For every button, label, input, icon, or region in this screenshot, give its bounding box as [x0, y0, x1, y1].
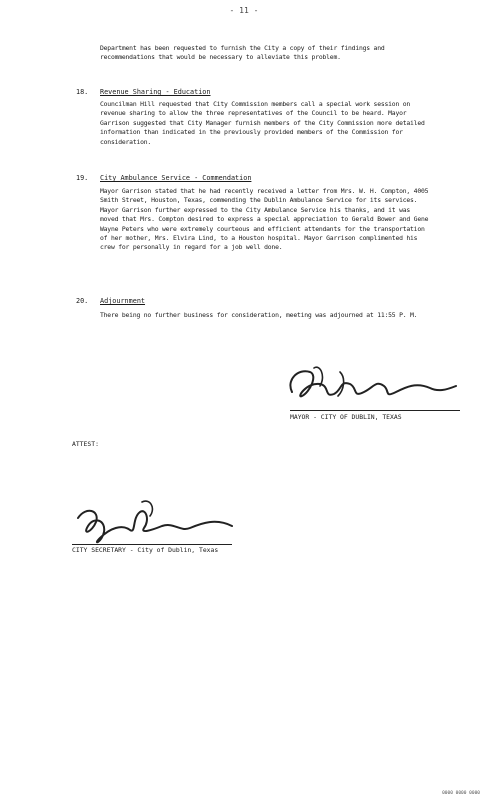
item-heading-20: Adjournment	[100, 297, 146, 305]
mayor-signature-caption: MAYOR - CITY OF DUBLIN, TEXAS	[290, 413, 402, 421]
item-heading-19: City Ambulance Service - Commendation	[100, 174, 252, 182]
intro-paragraph: Department has been requested to furnish the City a copy of their findings and recommendations that would be necessary to alleviate this problem.	[100, 44, 385, 62]
city-secretary-signature-caption: CITY SECRETARY - City of Dublin, Texas	[72, 546, 219, 554]
item-number-18: 18.	[76, 88, 89, 96]
city-secretary-signature	[70, 496, 240, 548]
item-text-18: Councilman Hill requested that City Commission members call a special work session on revenue sharing to allow the three representatives of the Council to be heard. Mayor Garrison suggested that City Manager furnish members of the City Commission more detailed information than indicated in the previously provided members of the Commission for consideration.	[100, 100, 425, 146]
item-text-19: Mayor Garrison stated that he had recently received a letter from Mrs. W. H. Compton, 4005 Smith Street, Houston, Texas, commending the Dublin Ambulance Service for its services. Mayor Garrison further expressed to the City Ambulance Service his thanks, and it was moved that Mrs. Compton desired to express a special appreciation to Gerald Bower and Gene Wayne Peters who were extremely courteous and efficient attendants for the transportation of her mother, Mrs. Elvira Lind, to a Houston hospital. Mayor Garrison complimented his crew for personally in regard for a job well done.	[100, 187, 429, 252]
document-stamp: 0000 0000 0000	[442, 791, 480, 796]
item-number-19: 19.	[76, 174, 89, 182]
attest-label: ATTEST:	[72, 440, 99, 448]
item-text-20: There being no further business for consideration, meeting was adjourned at 11:55 P. M.	[100, 311, 418, 319]
mayor-signature-line	[290, 410, 460, 411]
item-heading-18: Revenue Sharing - Education	[100, 88, 211, 96]
page-number: - 11 -	[229, 6, 259, 15]
mayor-signature	[280, 362, 460, 412]
city-secretary-signature-line	[72, 544, 232, 545]
item-number-20: 20.	[76, 297, 89, 305]
